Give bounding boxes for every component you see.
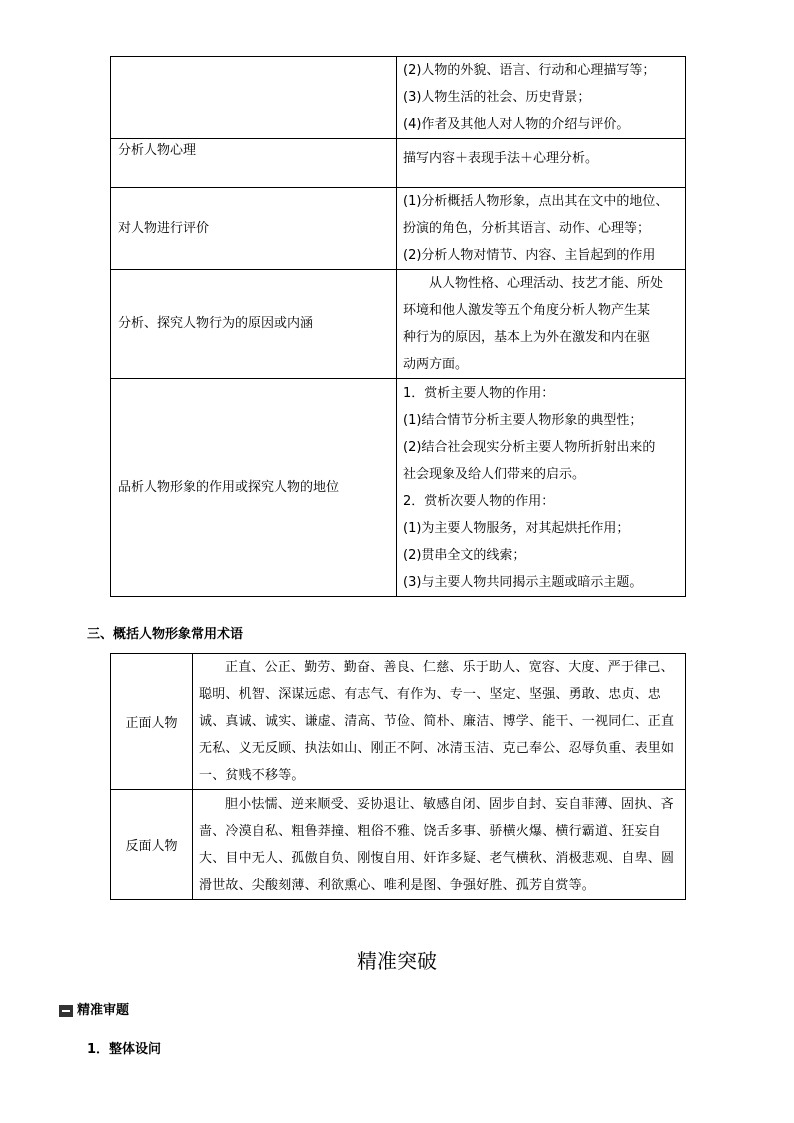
table-cell-right — [397, 379, 686, 597]
cell-line: 社会现象及给人们带来的启示。 — [403, 466, 586, 482]
cell-line: (2)贯串全文的线索； — [403, 547, 526, 563]
table-row — [111, 270, 686, 379]
table-cell-left: 品析人物形象的作用或探究人物的地位 — [111, 379, 397, 597]
terms-paragraph: 正直、公正、勤劳、勤奋、善良、仁慈、乐于助人、宽容、大度、严于律己、聪明、机智、深谋远虑、有志气、有作为、专一、坚定、坚强、勇敢、忠贞、忠诚、真诚、诚实、谦虚、清高、节俭、简朴、廉洁、博学、能干、一视同仁、正直无私、义无反顾、执法如山、刚正不阿、冰清玉洁、克己奉公、忍辱负重、表里如一、贫贱不移等。 — [199, 660, 675, 783]
table-row — [111, 790, 686, 900]
sub-heading: 1．整体设问 — [87, 1042, 162, 1057]
table-cell-left: 分析、探究人物行为的原因或内涵 — [111, 270, 397, 379]
cell-line: 种行为的原因，基本上为外在激发和内在驱 — [403, 330, 651, 345]
table-cell-left: 对人物进行评价 — [111, 188, 397, 270]
cell-line: (4)作者及其他人对人物的介绍与评价。 — [403, 117, 630, 132]
cell-line: (1)为主要人物服务，对其起烘托作用； — [403, 520, 630, 536]
table-row — [111, 139, 686, 188]
row-content — [193, 654, 686, 790]
table-cell-right — [397, 270, 686, 379]
cell-line: 从人物性格、心理活动、技艺才能、所处 — [429, 276, 664, 291]
table-cell-left — [111, 57, 397, 139]
table-row — [111, 188, 686, 270]
page-title: 精准突破 — [357, 949, 437, 973]
table-row — [111, 379, 686, 597]
cell-line: (2)分析人物对情节、内容、主旨起到的作用 — [403, 248, 656, 263]
cell-line: 2．赏析次要人物的作用： — [403, 493, 555, 509]
cell-line: (2)结合社会现实分析主要人物所折射出来的 — [403, 439, 656, 455]
section-title: 三、概括人物形象常用术语 — [87, 627, 244, 642]
section-heading: 精准审题 — [77, 1003, 130, 1018]
cell-line: 扮演的角色，分析其语言、动作、心理等； — [403, 221, 651, 236]
character-terms-table — [110, 653, 686, 900]
section-number-icon — [59, 1005, 73, 1017]
terms-paragraph: 胆小怯懦、逆来顺受、妥协退让、敏感自闭、固步自封、妄自菲薄、固执、吝啬、冷漠自私、粗鲁莽撞、粗俗不雅、饶舌多事、骄横火爆、横行霸道、狂妄自大、目中无人、孤傲自负、刚愎自用、奸诈多疑、老气横秋、消极悲观、自卑、圆滑世故、尖酸刻薄、利欲熏心、唯利是图、争强好胜、孤芳自赏等。 — [199, 796, 675, 893]
table-row — [111, 654, 686, 790]
cell-line: 描写内容＋表现手法＋心理分析。 — [403, 151, 599, 166]
cell-line: 环境和他人激发等五个角度分析人物产生某 — [403, 303, 651, 318]
row-label: 反面人物 — [111, 790, 193, 900]
cell-line: (3)人物生活的社会、历史背景； — [403, 90, 591, 105]
cell-line: (2)人物的外貌、语言、行动和心理描写等； — [403, 63, 656, 78]
table-cell-right — [397, 188, 686, 270]
table-cell-right — [397, 57, 686, 139]
table-row — [111, 57, 686, 139]
cell-line: 1．赏析主要人物的作用： — [403, 385, 555, 401]
row-content — [193, 790, 686, 900]
cell-line: (1)分析概括人物形象，点出其在文中的地位、 — [403, 194, 669, 209]
analysis-method-table — [110, 56, 686, 597]
cell-line: 动两方面。 — [403, 357, 469, 372]
cell-line: (3)与主要人物共同揭示主题或暗示主题。 — [403, 574, 643, 590]
table-cell-left: 分析人物心理 — [111, 139, 397, 188]
cell-line: (1)结合情节分析主要人物形象的典型性； — [403, 412, 643, 428]
row-label: 正面人物 — [111, 654, 193, 790]
table-cell-right — [397, 139, 686, 188]
